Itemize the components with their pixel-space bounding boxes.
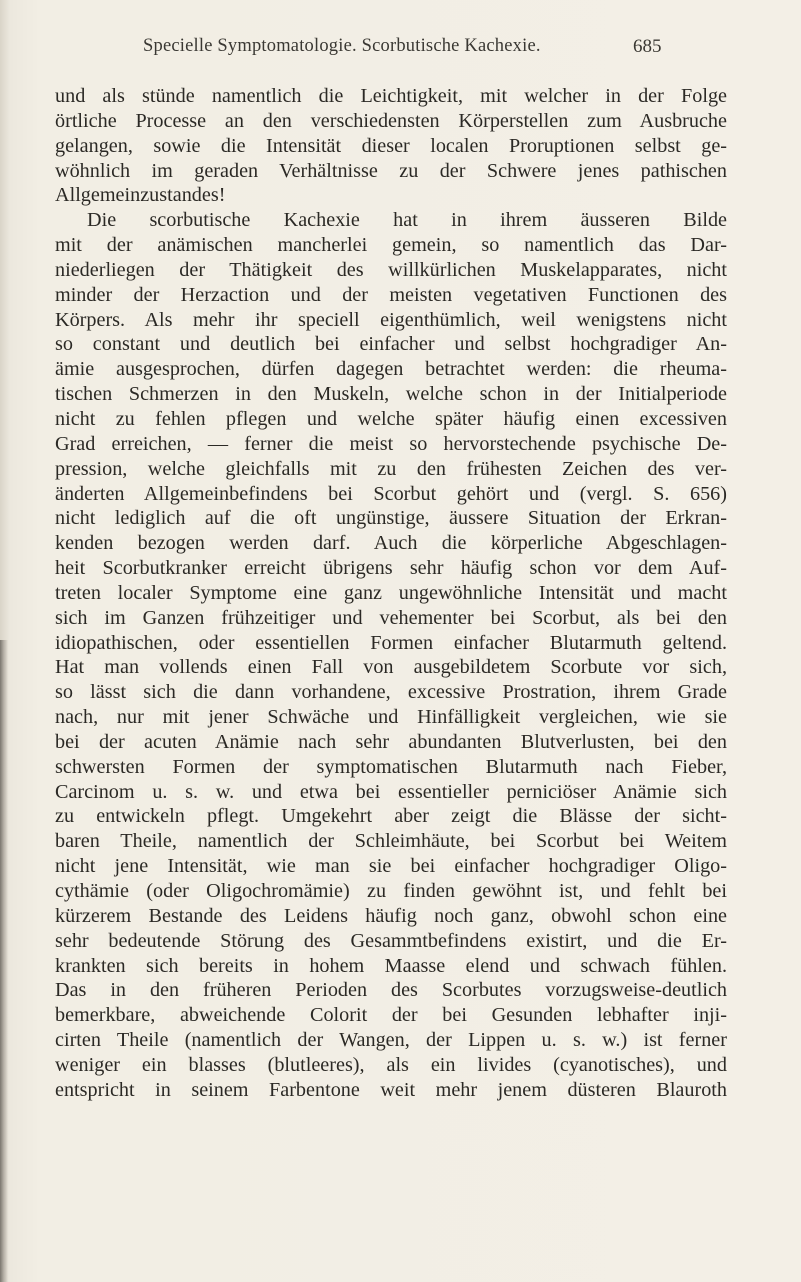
text-line: Hat man vollends einen Fall von ausgebildetem Scorbute vor sich, <box>55 656 727 679</box>
text-line: treten localer Symptome eine ganz ungewöhnliche Intensität und macht <box>55 581 727 604</box>
text-line: bei der acuten Anämie nach sehr abundanten Blutverlusten, bei den <box>55 730 727 753</box>
page-number: 685 <box>633 36 662 57</box>
text-line: pression, welche gleichfalls mit zu den frühesten Zeichen des ver- <box>55 457 727 480</box>
text-line: örtliche Processe an den verschiedensten Körperstellen zum Ausbruche <box>55 109 727 132</box>
text-line: nicht zu fehlen pflegen und welche später häufig einen excessiven <box>55 407 727 430</box>
text-line: zu entwickeln pflegt. Umgekehrt aber zeigt die Blässe der sicht- <box>55 805 727 828</box>
text-line: kenden bezogen werden darf. Auch die körperliche Abgeschlagen- <box>55 532 727 555</box>
text-line: cirten Theile (namentlich der Wangen, der Lippen u. s. w.) ist ferner <box>55 1029 727 1052</box>
text-line: so constant und deutlich bei einfacher und selbst hochgradiger An- <box>55 333 727 356</box>
body-text <box>55 84 727 1103</box>
text-line: tischen Schmerzen in den Muskeln, welche schon in der Initialperiode <box>55 383 727 406</box>
text-line: änderten Allgemeinbefindens bei Scorbut gehört und (vergl. S. 656) <box>55 482 727 505</box>
text-line: Körpers. Als mehr ihr speciell eigenthümlich, weil wenigstens nicht <box>55 308 727 331</box>
text-line: baren Theile, namentlich der Schleimhäute, bei Scorbut bei Weitem <box>55 830 727 853</box>
text-line: so lässt sich die dann vorhandene, excessive Prostration, ihrem Grade <box>55 681 727 704</box>
text-line: heit Scorbutkranker erreicht übrigens sehr häufig schon vor dem Auf- <box>55 557 727 580</box>
text-line: schwersten Formen der symptomatischen Blutarmuth nach Fieber, <box>55 755 727 778</box>
text-line: idiopathischen, oder essentiellen Formen einfacher Blutarmuth geltend. <box>55 631 727 654</box>
text-line: und als stünde namentlich die Leichtigkeit, mit welcher in der Folge <box>55 85 727 107</box>
text-line: gelangen, sowie die Intensität dieser localen Proruptionen selbst ge- <box>55 134 727 157</box>
text-line: mit der anämischen mancherlei gemein, so namentlich das Dar- <box>55 234 727 257</box>
text-line: wöhnlich im geraden Verhältnisse zu der Schwere jenes pathischen <box>55 159 727 182</box>
text-line: ämie ausgesprochen, dürfen dagegen betrachtet werden: die rheuma- <box>55 358 727 381</box>
binding-shadow <box>0 640 8 1282</box>
text-line: Grad erreichen, — ferner die meist so hervorstechende psychische De- <box>55 432 727 455</box>
text-line: cythämie (oder Oligochromämie) zu finden gewöhnt ist, und fehlt bei <box>55 880 727 902</box>
text-line: Carcinom u. s. w. und etwa bei essentieller perniciöser Anämie sich <box>55 780 727 803</box>
text-line: nicht lediglich auf die oft ungünstige, äussere Situation der Erkran- <box>55 507 727 530</box>
text-line: Allgemeinzustandes! <box>55 184 226 207</box>
text-line: weniger ein blasses (blutleeres), als ein livides (cyanotisches), und <box>55 1053 727 1076</box>
text-line: nicht jene Intensität, wie man sie bei einfacher hochgradiger Oligo- <box>55 855 727 878</box>
text-line: bemerkbare, abweichende Colorit der bei Gesunden lebhafter inji- <box>55 1004 727 1027</box>
text-line: nach, nur mit jener Schwäche und Hinfälligkeit vergleichen, wie sie <box>55 706 727 729</box>
running-title: Specielle Symptomatologie. Scorbutische Kachexie. <box>143 36 541 56</box>
text-line: sich im Ganzen frühzeitiger und vehementer bei Scorbut, als bei den <box>55 606 727 629</box>
text-line: minder der Herzaction und der meisten vegetativen Functionen des <box>55 283 727 306</box>
text-line: niederliegen der Thätigkeit des willkürlichen Muskelapparates, nicht <box>55 258 727 281</box>
text-line: entspricht in seinem Farbentone weit mehr jenem düsteren Blauroth <box>55 1078 727 1101</box>
text-line: krankten sich bereits in hohem Maasse elend und schwach fühlen. <box>55 954 727 977</box>
running-head <box>0 36 801 66</box>
text-line: kürzerem Bestande des Leidens häufig noch ganz, obwohl schon eine <box>55 904 727 927</box>
text-line: sehr bedeutende Störung des Gesammtbefindens existirt, und die Er- <box>55 929 727 952</box>
text-line: Die scorbutische Kachexie hat in ihrem äusseren Bilde <box>87 209 727 232</box>
text-line: Das in den früheren Perioden des Scorbutes vorzugsweise-deutlich <box>55 979 727 1002</box>
